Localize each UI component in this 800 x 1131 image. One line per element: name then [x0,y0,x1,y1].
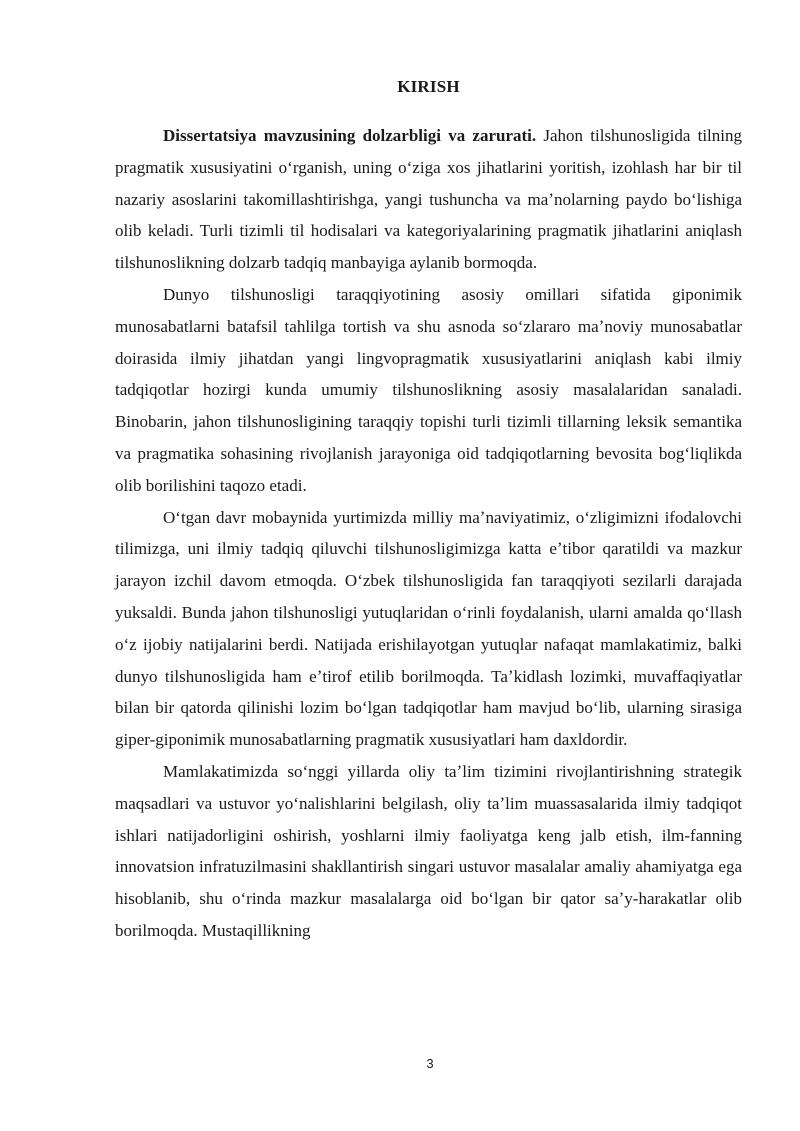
paragraph-4 [115,756,742,947]
paragraph-text: Oʻtgan davr mobaynida yurtimizda milliy maʼnaviyatimiz, oʻzligimizni ifodalovchi tilimizga, uni ilmiy tadqiq qiluvchi tilshunosligimizga katta eʼtibor qaratildi va mazkur jarayon izchil davom etmoqda. Oʻzbek tilshunosligida fan taraqqiyoti sezilarli darajada yuksaldi. Bunda jahon tilshunosligi yutuqlaridan oʻrinli foydalanish, ularni amalda qoʻllash oʻz ijobiy natijalarini berdi. Natijada erishilayotgan yutuqlar nafaqat mamlakatimiz, balki dunyo tilshunosligida ham eʼtirof etilib borilmoqda. Taʼkidlash lozimki, muvaffaqiyatlar bilan bir qatorda qilinishi lozim boʻlgan tadqiqotlar ham mavjud boʻlib, ularning sirasiga giper-giponimik munosabatlarning pragmatik xususiyatlari ham daxldordir. [115,507,742,750]
paragraph-2 [115,279,742,502]
paragraph-lead: Dissertatsiya mavzusining dolzarbligi va zarurati. [163,126,537,145]
body-text [115,120,742,947]
paragraph-text: Jahon tilshunosligida tilning pragmatik xususiyatini oʻrganish, uning oʻziga xos jihatlarini yoritish, izohlash har bir til nazariy asoslarini takomillashtirishga, yangi tushuncha va maʼnolarning paydo boʻlishiga olib keladi. Turli tizimli til hodisalari va kategoriyalarining pragmatik jihatlarini aniqlash tilshunoslikning dolzarb tadqiq manbayiga aylanib bormoqda. [115,126,743,273]
paragraph-3 [115,502,742,756]
section-heading: KIRISH [397,77,460,96]
paragraph-1 [115,120,742,279]
page-number: 3 [426,1056,434,1071]
paragraph-text: Mamlakatimizda soʻnggi yillarda oliy taʼlim tizimini rivojlantirishning strategik maqsadlari va ustuvor yoʻnalishlarini belgilash, oliy taʼlim muassasalarida ilmiy tadqiqot ishlari natijadorligini oshirish, yoshlarni ilmiy faoliyatga keng jalb etish, ilm-fanning innovatsion infratuzilmasini shakllantirish singari ustuvor masalalar amaliy ahamiyatga ega hisoblanib, shu oʻrinda mazkur masalalarga oid boʻlgan bir qator saʼy-harakatlar olib borilmoqda. Mustaqillikning [115,761,742,940]
paragraph-text: Dunyo tilshunosligi taraqqiyotining asosiy omillari sifatida giponimik munosabatlarni batafsil tahlilga tortish va shu asnoda soʻzlararo maʼnoviy munosabatlar doirasida ilmiy jihatdan yangi lingvopragmatik xususiyatlarini aniqlash kabi ilmiy tadqiqotlar hozirgi kunda umumiy tilshunoslikning asosiy masalalaridan sanaladi. Binobarin, jahon tilshunosligining taraqqiy topishi turli tizimli tillarning leksik semantika va pragmatika sohasining rivojlanish jarayoniga oid tadqiqotlarning bevosita bogʻliqlikda olib borilishini taqozo etadi. [115,284,742,495]
